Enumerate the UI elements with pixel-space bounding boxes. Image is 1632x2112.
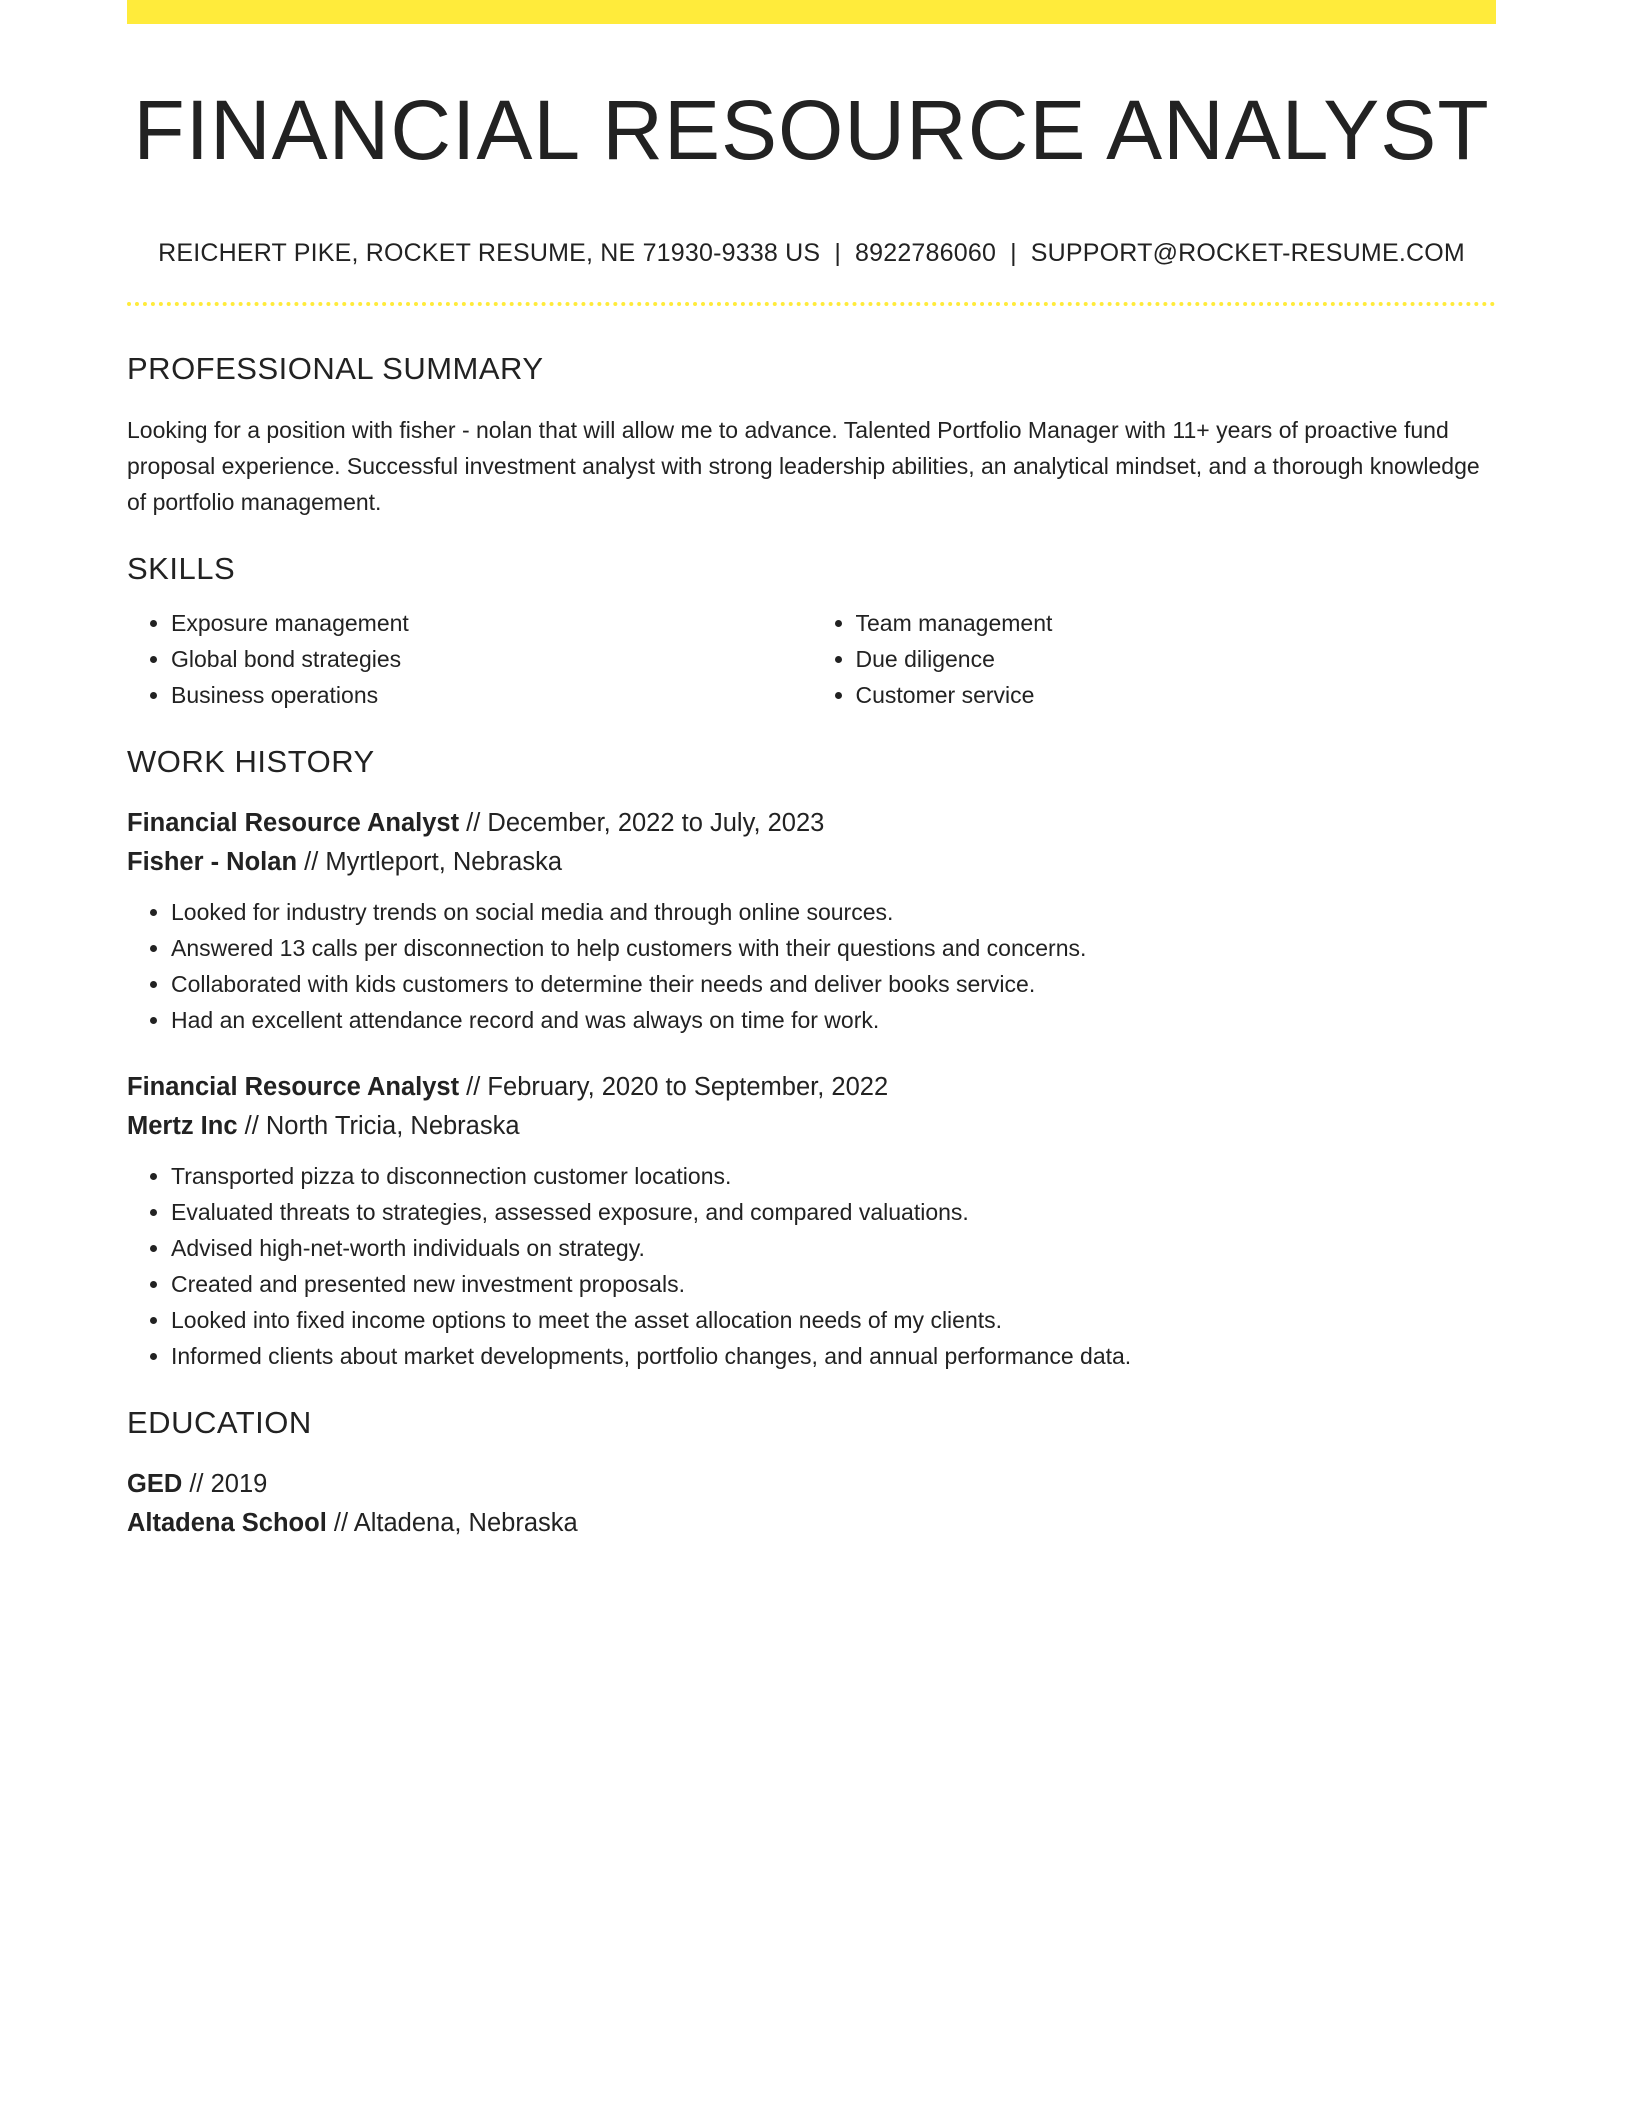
- skills-heading: SKILLS: [127, 550, 236, 586]
- job-dates: // February, 2020 to September, 2022: [459, 1072, 889, 1101]
- job-location: // North Tricia, Nebraska: [237, 1111, 520, 1140]
- job-dates: // December, 2022 to July, 2023: [459, 808, 825, 837]
- skills-column-left: [127, 605, 812, 713]
- job-company-line: [127, 843, 1496, 882]
- summary-text: Looking for a position with fisher - nolan that will allow me to advance. Talented Portfolio Manager with 11+ years of proactive fund proposal experience. Successful investment analyst with strong leadership abilities, an analytical mindset, and a thorough knowledge of portfolio management.: [127, 416, 1480, 515]
- job-bullets: [127, 894, 1496, 1038]
- job-bullets: [127, 1158, 1496, 1374]
- list-item: • Transported pizza to disconnection customer locations.: [171, 1158, 1496, 1194]
- list-item: • Looked for industry trends on social media and through online sources.: [171, 894, 1496, 930]
- job-company: Mertz Inc: [127, 1111, 238, 1140]
- skills-column-right: [812, 605, 1497, 713]
- skill-item: • Business operations: [171, 677, 812, 713]
- job-company: Fisher - Nolan: [127, 847, 298, 876]
- education-degree: GED: [127, 1470, 183, 1499]
- skill-item: • Customer service: [856, 677, 1497, 713]
- skill-item: • Due diligence: [856, 641, 1497, 677]
- education-degree-line: [127, 1465, 1496, 1504]
- list-item: • Answered 13 calls per disconnection to help customers with their questions and concerns.: [171, 930, 1496, 966]
- list-item: • Created and presented new investment proposals.: [171, 1266, 1496, 1302]
- job-title: Financial Resource Analyst: [127, 1072, 460, 1101]
- education-school: Altadena School: [127, 1509, 327, 1538]
- list-item: • Advised high-net-worth individuals on strategy.: [171, 1230, 1496, 1266]
- work-history-heading: WORK HISTORY: [127, 743, 375, 779]
- skill-item: • Exposure management: [171, 605, 812, 641]
- list-item: • Informed clients about market developments, portfolio changes, and annual performance data.: [171, 1338, 1496, 1374]
- education-school-line: [127, 1504, 1496, 1543]
- list-item: • Looked into fixed income options to meet the asset allocation needs of my clients.: [171, 1302, 1496, 1338]
- education-year: // 2019: [182, 1470, 268, 1499]
- job-title-line: [127, 1068, 1496, 1107]
- contact-address: REICHERT PIKE, ROCKET RESUME, NE 71930-9338 US: [158, 239, 821, 268]
- education-heading: EDUCATION: [127, 1404, 312, 1440]
- accent-top-bar: [127, 0, 1496, 24]
- resume-page: [127, 0, 1496, 1543]
- job-entry: [127, 1068, 1496, 1374]
- summary-heading: PROFESSIONAL SUMMARY: [127, 351, 544, 387]
- job-location: // Myrtleport, Nebraska: [297, 847, 563, 876]
- dotted-divider: [127, 302, 1496, 306]
- skill-item: • Global bond strategies: [171, 641, 812, 677]
- education-location: // Altadena, Nebraska: [326, 1509, 578, 1538]
- contact-line: [127, 238, 1496, 268]
- job-company-line: [127, 1107, 1496, 1146]
- list-item: • Evaluated threats to strategies, assessed exposure, and compared valuations.: [171, 1194, 1496, 1230]
- job-title: Financial Resource Analyst: [127, 808, 460, 837]
- job-entry: [127, 804, 1496, 1038]
- contact-separator: |: [834, 239, 842, 268]
- contact-email: SUPPORT@ROCKET-RESUME.COM: [1030, 239, 1465, 268]
- skills-list: [127, 605, 1496, 713]
- list-item: • Had an excellent attendance record and was always on time for work.: [171, 1002, 1496, 1038]
- job-title-line: [127, 804, 1496, 843]
- skill-item: • Team management: [856, 605, 1497, 641]
- resume-title: FINANCIAL RESOURCE ANALYST: [133, 83, 1490, 177]
- contact-separator: |: [1010, 239, 1017, 268]
- contact-phone: 8922786060: [855, 239, 997, 268]
- list-item: • Collaborated with kids customers to determine their needs and deliver books service.: [171, 966, 1496, 1002]
